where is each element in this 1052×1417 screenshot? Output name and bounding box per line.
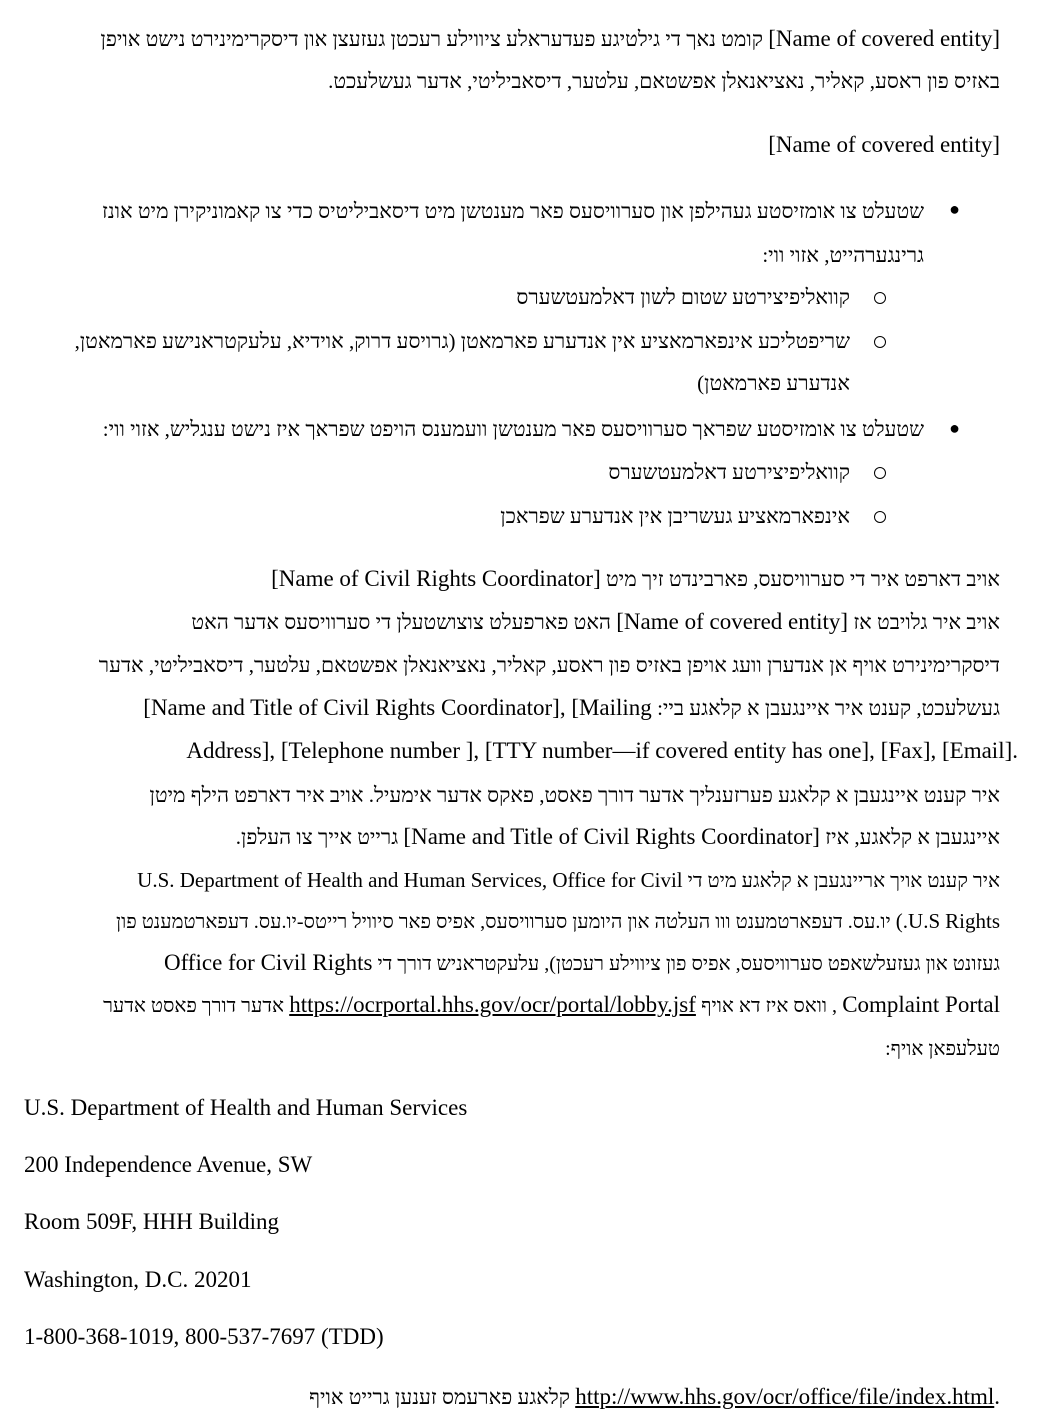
- bullet-2-line-1: שטעלט צו אומזיסטע שפראך סערוויסעס פאר מענטשן וועמענס הויפט שפראך איז נישט ענגליש, אזוי ווי:: [102, 417, 924, 441]
- body-line-6: איר קענט איינגעבן א קלאגע פערזענליך אדער דורך פאסט, פאקס אדער אימעיל. אויב איר דארפט הילף מיטן: [149, 783, 1000, 807]
- footer-line: [20, 1384, 1000, 1410]
- body-line-7: [20, 824, 1000, 850]
- intro-text-he: קומט נאך די גילטיגע פעדעראלע ציווילע רעכטן געזעצן און דיסקרימינירט נישט אויפן: [100, 27, 763, 51]
- address-line: 200 Independence Avenue, SW: [24, 1152, 313, 1177]
- sub-item-continued: אנדערע פארמאטן): [697, 371, 850, 395]
- complaint-portal-label: Complaint Portal: [842, 992, 1000, 1017]
- entity-placeholder: [Name of covered entity]: [768, 26, 1000, 51]
- body-line-11: [40, 992, 1000, 1019]
- body-line-1: [20, 566, 1000, 592]
- entity-heading: [20, 132, 1000, 158]
- ocr-name: Office for Civil Rights: [163, 950, 373, 975]
- footer-period: .: [994, 1384, 1000, 1409]
- bullet-1-line-1: שטעלט צו אומזיסטע געהילפן און סערוויסעס פאר מענטשן מיט דיסאביליטיס כדי צו קאמוניקירן מיט אונז: [101, 199, 924, 223]
- body-text: אויב איר גלויבט אז: [853, 610, 1000, 634]
- circle-bullet-icon: [874, 511, 886, 523]
- entity-heading-text: [Name of covered entity]: [768, 132, 1000, 157]
- coordinator-placeholder: [Name of Civil Rights Coordinator]: [271, 566, 601, 591]
- coordinator-placeholder: [Name and Title of Civil Rights Coordinator], [Mailing: [143, 695, 652, 720]
- body-text: אדער דורך פאסט אדער: [103, 995, 284, 1017]
- body-text: האט פארפעלט צוצושטעלן די סערוויסעס אדער האט: [191, 610, 612, 634]
- bullet-1-line-2: גרינגערהייט, אזוי ווי:: [762, 243, 924, 267]
- circle-bullet-icon: [874, 336, 886, 348]
- contact-placeholders: Address], [Telephone number ], [TTY number—if covered entity has one], [Fax], [Email].: [186, 738, 1018, 763]
- body-line-9: [78, 908, 1000, 935]
- sub-item: קוואליפיצירטע שטום לשון דאלמעטשערס: [516, 285, 850, 309]
- entity-placeholder: [Name of covered entity]: [616, 609, 849, 634]
- body-line-12: טעלעפאן אויף:: [885, 1038, 1000, 1060]
- circle-bullet-icon: [874, 292, 886, 304]
- footer-text: קלאגע פארעמס זענען גרייט אויף: [309, 1385, 570, 1409]
- bullet-icon: ●: [949, 199, 960, 219]
- sub-item: אינפארמאציע געשריבן אין אנדערע שפראכן: [500, 504, 850, 528]
- body-text: Rights: [945, 909, 1000, 933]
- address-line: Room 509F, HHH Building: [24, 1209, 280, 1234]
- body-text: גרייט אייך צו העלפן.: [235, 825, 399, 849]
- body-line-4: [64, 695, 1000, 721]
- body-text: איינגעבן א קלאגע, איז: [825, 825, 1000, 849]
- complaint-portal-link[interactable]: https://ocrportal.hhs.gov/ocr/portal/lobby.jsf: [289, 992, 696, 1017]
- body-text: געזונט און געזעלשאפט סערוויסעס, אפיס פון ציווילע רעכטן), עלעקטראניש דורך די: [377, 953, 1000, 975]
- body-line-3: דיסקרימינירט אויף אן אנדערן וועג אויפן באזיס פון ראסע, קאליר, נאציאנאלן אפשטאם, עלטער, דיסאביליטי, אדער: [98, 653, 1000, 677]
- body-text: איר קענט אויך אריינגעבן א קלאגע מיט די: [687, 870, 1000, 892]
- bullet-icon: ●: [949, 418, 960, 438]
- sub-item: קוואליפיצירטע דאלמעטשערס: [608, 460, 850, 484]
- intro-line-2: באזיס פון ראסע, קאליר, נאציאנאלן אפשטאם, עלטער, דיסאביליטי, אדער געשלעכט.: [328, 69, 1000, 93]
- coordinator-placeholder: [Name and Title of Civil Rights Coordinator]: [403, 824, 820, 849]
- phone-line: 1-800-368-1019, 800-537-7697 (TDD): [24, 1324, 384, 1349]
- body-line-5: [20, 738, 1018, 764]
- intro-line-1: [20, 26, 1000, 52]
- body-line-2: [20, 609, 1000, 635]
- body-text: געשלעכט, קענט איר איינגעבן א קלאגע ביי:: [657, 696, 1000, 720]
- address-line: U.S. Department of Health and Human Services: [24, 1095, 468, 1120]
- sub-item: שריפטליכע אינפארמאציע אין אנדערע פארמאטן (גרויסע דרוק, אוידיא, עלעקטראנישע פארמאטן,: [74, 329, 850, 353]
- circle-bullet-icon: [874, 467, 886, 479]
- complaint-forms-link[interactable]: http://www.hhs.gov/ocr/office/file/index.html: [575, 1384, 995, 1409]
- address-line: Washington, D.C. 20201: [24, 1267, 252, 1292]
- body-line-8: [60, 867, 1000, 894]
- body-text: יו.עס. דעפארטמענט ווו העלטה און היומען סערוויסעס, אפיס פאר סיוויל רייטס-יו.עס. דעפארטמענט פון: [116, 911, 891, 933]
- body-text: אויב דארפט איר די סערוויסעס, פארבינדט זיך מיט: [606, 567, 1000, 591]
- body-line-10: [20, 950, 1000, 977]
- body-text: , וואס איז דא אויף: [701, 995, 837, 1017]
- hhs-office-name: U.S. Department of Health and Human Services, Office for Civil: [137, 868, 683, 892]
- body-text: (.U.S: [895, 909, 941, 933]
